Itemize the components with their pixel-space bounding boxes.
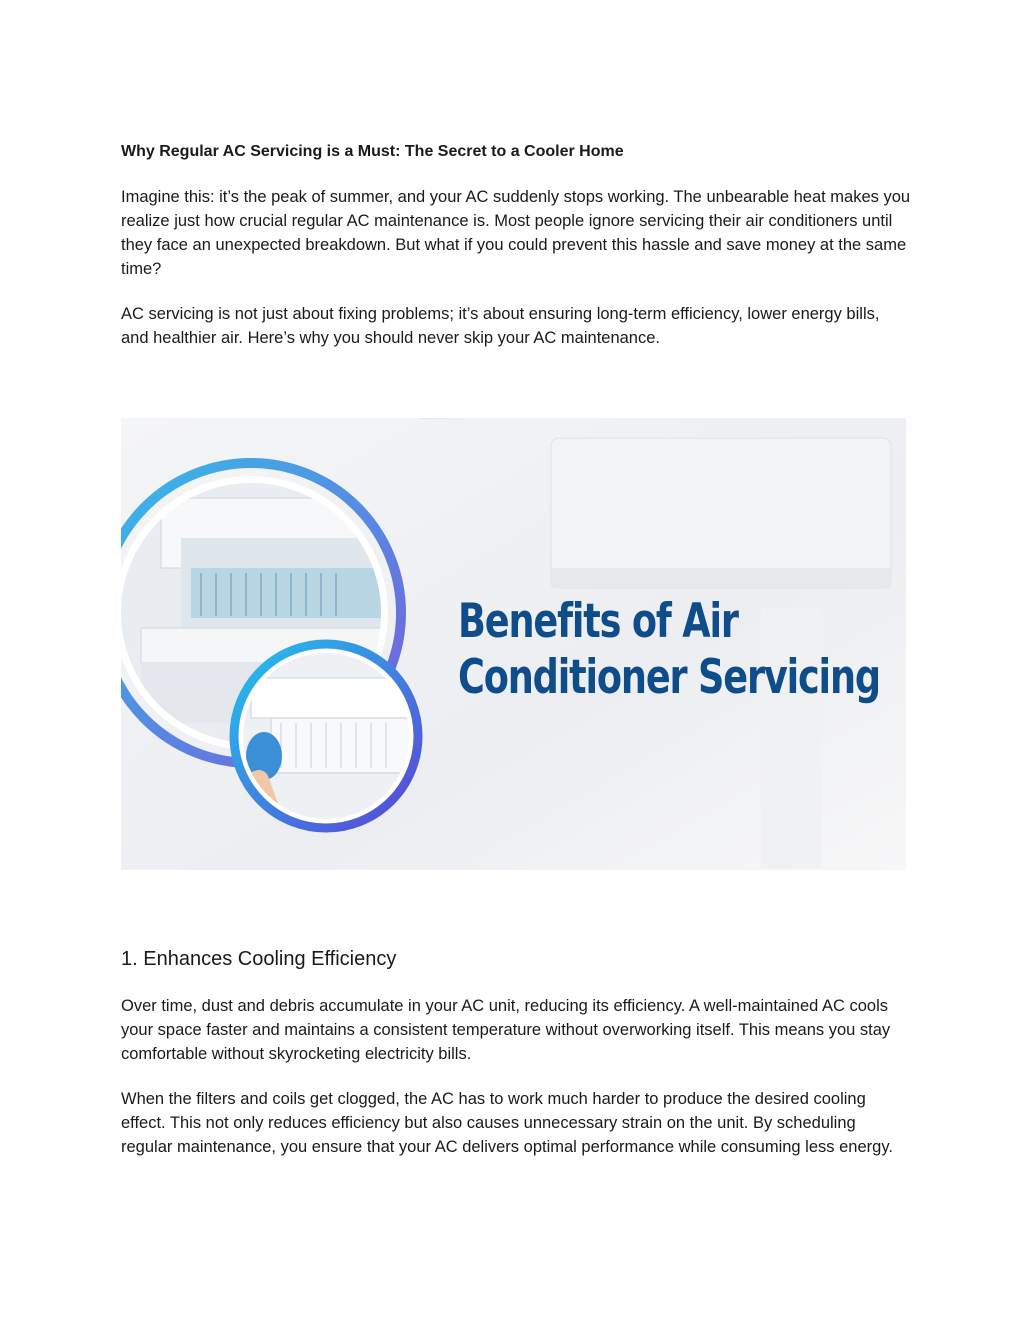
section-paragraph-1: Over time, dust and debris accumulate in your AC unit, reducing its efficiency. A well-maintained AC cools your space faster and maintains a consistent temperature without overworking itself. This means you stay comfortable without skyrocketing electricity bills. xyxy=(121,997,891,1063)
section-paragraph-2: When the filters and coils get clogged, the AC has to work much harder to produce the desired cooling effect. This not only reduces efficiency but also causes unnecessary strain on the unit. By scheduling regular maintenance, you ensure that your AC delivers optimal performance while consuming less energy. xyxy=(121,1090,893,1156)
hero-headline-line-2: Conditioner Servicing xyxy=(458,650,880,705)
hero-image xyxy=(121,418,906,870)
hero-headline xyxy=(458,594,880,706)
hero-headline-line-1: Benefits of Air xyxy=(458,594,738,649)
section-heading: 1. Enhances Cooling Efficiency xyxy=(121,948,397,970)
intro-paragraph-1: Imagine this: it’s the peak of summer, and your AC suddenly stops working. The unbearable heat makes you realize just how crucial regular AC maintenance is. Most people ignore servicing their air conditioners until they face an unexpected breakdown. But what if you could prevent this hassle and save money at the same time? xyxy=(121,188,911,278)
intro-paragraph-2: AC servicing is not just about fixing problems; it’s about ensuring long-term efficiency, lower energy bills, and healthier air. Here’s why you should never skip your AC maintenance. xyxy=(121,305,880,347)
article-title: Why Regular AC Servicing is a Must: The Secret to a Cooler Home xyxy=(121,143,624,160)
